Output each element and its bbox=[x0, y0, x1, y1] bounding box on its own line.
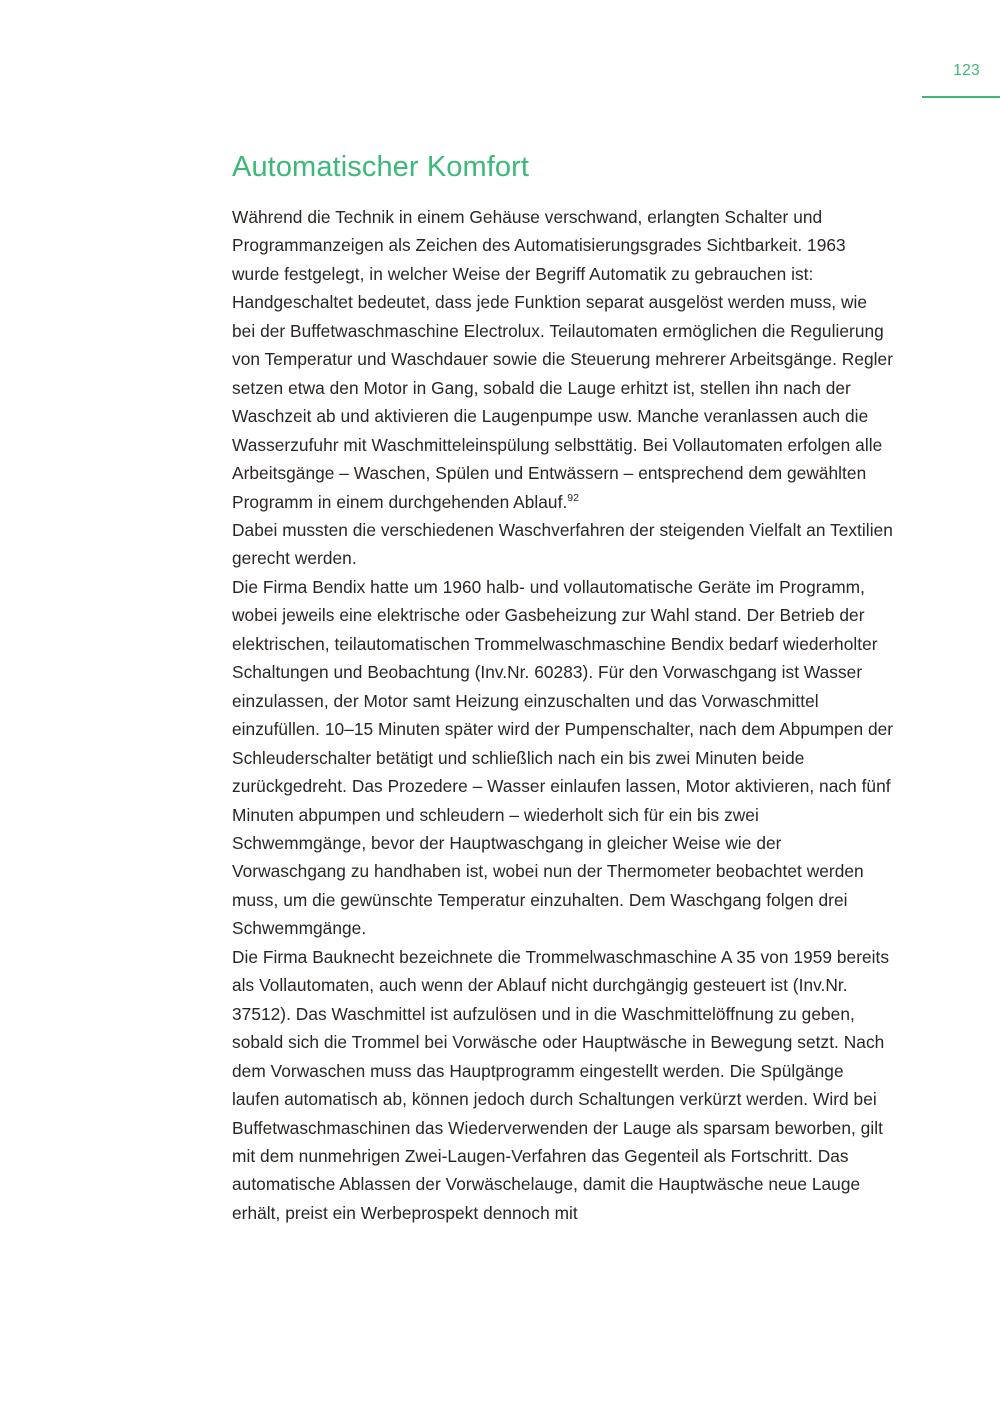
page-number: 123 bbox=[953, 62, 980, 79]
paragraph-3: Die Firma Bendix hatte um 1960 halb- und vollautomatische Geräte im Programm, wobei jeweils eine elektrische oder Gasbeheizung zur Wahl stand. Der Betrieb der elektrischen, teilautomatischen Trommelwaschmaschine Bendix bedarf wiederholter Schaltungen und Beobachtung (Inv.Nr. 60283). Für den Vorwaschgang ist Wasser einzulassen, der Motor samt Heizung einzuschalten und das Vorwaschmittel einzufüllen. 10–15 Minuten später wird der Pumpenschalter, nach dem Abpumpen der Schleuderschalter betätigt und schließlich nach ein bis zwei Minuten beide zurückgedreht. Das Prozedere – Wasser einlaufen lassen, Motor aktivieren, nach fünf Minuten abpumpen und schleudern – wiederholt sich für ein bis zwei Schwemmgänge, bevor der Hauptwaschgang in gleicher Weise wie der Vorwaschgang zu handhaben ist, wobei nun der Thermometer beobachtet werden muss, um die gewünschte Temperatur einzuhalten. Dem Waschgang folgen drei Schwemmgänge. bbox=[232, 576, 894, 939]
header-rule-divider bbox=[922, 96, 1000, 98]
page-title: Automatischer Komfort bbox=[232, 151, 530, 184]
paragraph-4: Die Firma Bauknecht bezeichnete die Trommelwaschmaschine A 35 von 1959 bereits als Vollautomaten, auch wenn der Ablauf nicht durchgängig gesteuert ist (Inv.Nr. 37512). Das Waschmittel ist aufzulösen und in die Waschmittelöffnung zu geben, sobald sich die Trommel bei Vorwäsche oder Hauptwäsche in Bewegung setzt. Nach dem Vorwaschen muss das Hauptprogramm eingestellt werden. Die Spülgänge laufen automatisch ab, können jedoch durch Schaltungen verkürzt werden. Wird bei Buffetwaschmaschinen das Wiederverwenden der Lauge als sparsam beworben, gilt mit dem nunmehrigen Zwei-Laugen-Verfahren das Gegenteil als Fortschritt. Das automatische Ablassen der Vorwäschelauge, damit die Hauptwäsche neue Lauge erhält, preist ein Werbeprospekt dennoch mit bbox=[232, 946, 890, 1223]
paragraph-1-text: Während die Technik in einem Gehäuse verschwand, erlangten Schalter und Programmanzeigen als Zeichen des Automatisierungsgrades Sichtbarkeit. 1963 wurde festgelegt, in welcher Weise der Begriff Automatik zu gebrauchen ist: Handgeschaltet bedeutet, dass jede Funktion separat ausgelöst werden muss, wie bei der Buffetwaschmaschine Electrolux. Teilautomaten ermöglichen die Regulierung von Temperatur und Waschdauer sowie die Steuerung mehrerer Arbeitsgänge. Regler setzen etwa den Motor in Gang, sobald die Lauge erhitzt ist, stellen ihn nach der Waschzeit ab und aktivieren die Laugenpumpe usw. Manche veranlassen auch die Wasserzufuhr mit Waschmitteleinspülung selbsttätig. Bei Vollautomaten erfolgen alle Arbeitsgänge – Waschen, Spülen und Entwässern – entsprechend dem gewählten Programm in einem durchgehenden Ablauf. bbox=[232, 207, 894, 512]
body-text-column bbox=[232, 203, 895, 1227]
paragraph-1 bbox=[232, 203, 895, 516]
paragraph-2: Dabei mussten die verschiedenen Waschverfahren der steigenden Vielfalt an Textilien gerecht werden. bbox=[232, 519, 893, 569]
page-header bbox=[0, 62, 1000, 106]
footnote-reference: 92 bbox=[567, 491, 580, 504]
